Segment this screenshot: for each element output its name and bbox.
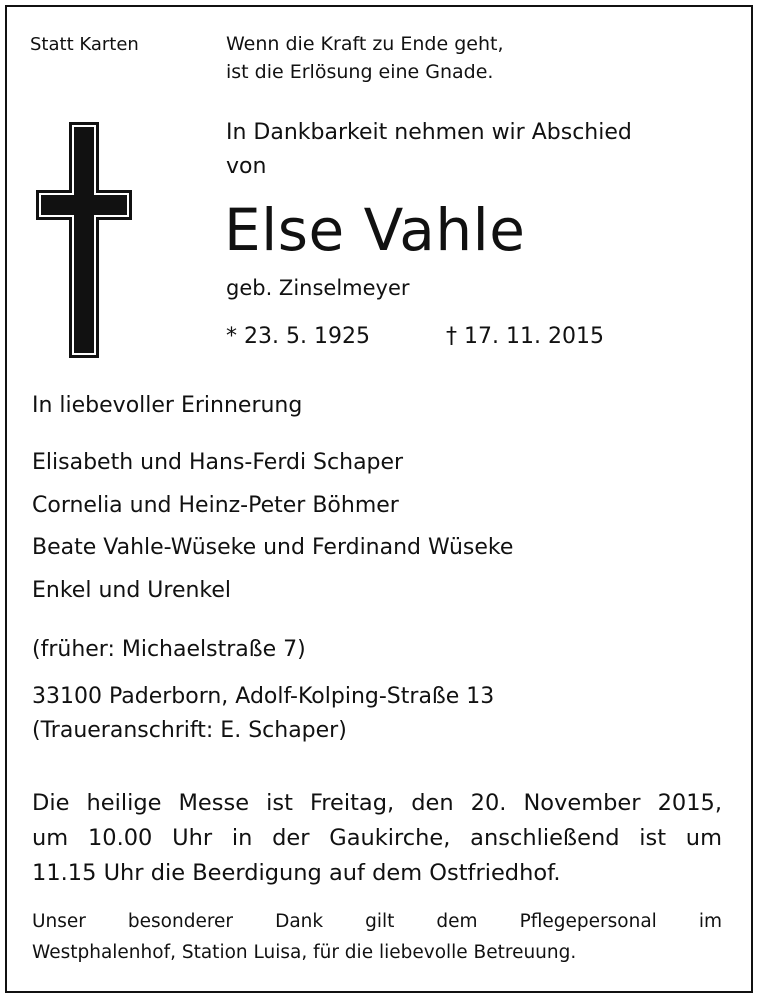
maiden-name: geb. Zinselmeyer — [226, 276, 410, 300]
thanks-note — [32, 906, 722, 968]
farewell-line-1: In Dankbarkeit nehmen wir Abschied — [226, 120, 632, 145]
service-notice — [32, 786, 722, 891]
mourning-address: (Traueranschrift: E. Schaper) — [32, 718, 347, 743]
service-line-1: Die heilige Messe ist Freitag, den 20. November 2015, — [32, 790, 722, 816]
cross-icon — [36, 122, 132, 358]
former-address: (früher: Michaelstraße 7) — [32, 637, 306, 662]
mourners-list — [32, 442, 513, 612]
motto — [226, 30, 504, 86]
motto-line-2: ist die Erlösung eine Gnade. — [226, 61, 494, 83]
service-line-3: 11.15 Uhr die Beerdigung auf dem Ostfriedhof. — [32, 860, 561, 886]
birth-date: * 23. 5. 1925 — [226, 324, 370, 349]
mourner-item: Beate Vahle-Wüseke und Ferdinand Wüseke — [32, 535, 514, 560]
deceased-name: Else Vahle — [224, 196, 526, 264]
farewell-line-2: von — [226, 154, 267, 179]
thanks-line-2: Westphalenhof, Station Luisa, für die liebevolle Betreuung. — [32, 942, 577, 963]
death-date: † 17. 11. 2015 — [446, 324, 604, 349]
thanks-line-1: Unser besonderer Dank gilt dem Pflegepersonal im — [32, 911, 722, 932]
farewell-intro — [226, 116, 632, 184]
mourners-heading: In liebevoller Erinnerung — [32, 393, 303, 418]
motto-line-1: Wenn die Kraft zu Ende geht, — [226, 33, 504, 55]
service-line-2: um 10.00 Uhr in der Gaukirche, anschließend ist um — [32, 825, 722, 851]
statt-karten-label: Statt Karten — [30, 34, 139, 55]
mourner-item: Enkel und Urenkel — [32, 577, 232, 603]
mourner-item: Elisabeth und Hans-Ferdi Schaper — [32, 450, 404, 475]
address-block — [32, 680, 494, 748]
mourner-item: Cornelia und Heinz-Peter Böhmer — [32, 492, 399, 518]
current-address: 33100 Paderborn, Adolf-Kolping-Straße 13 — [32, 684, 495, 709]
